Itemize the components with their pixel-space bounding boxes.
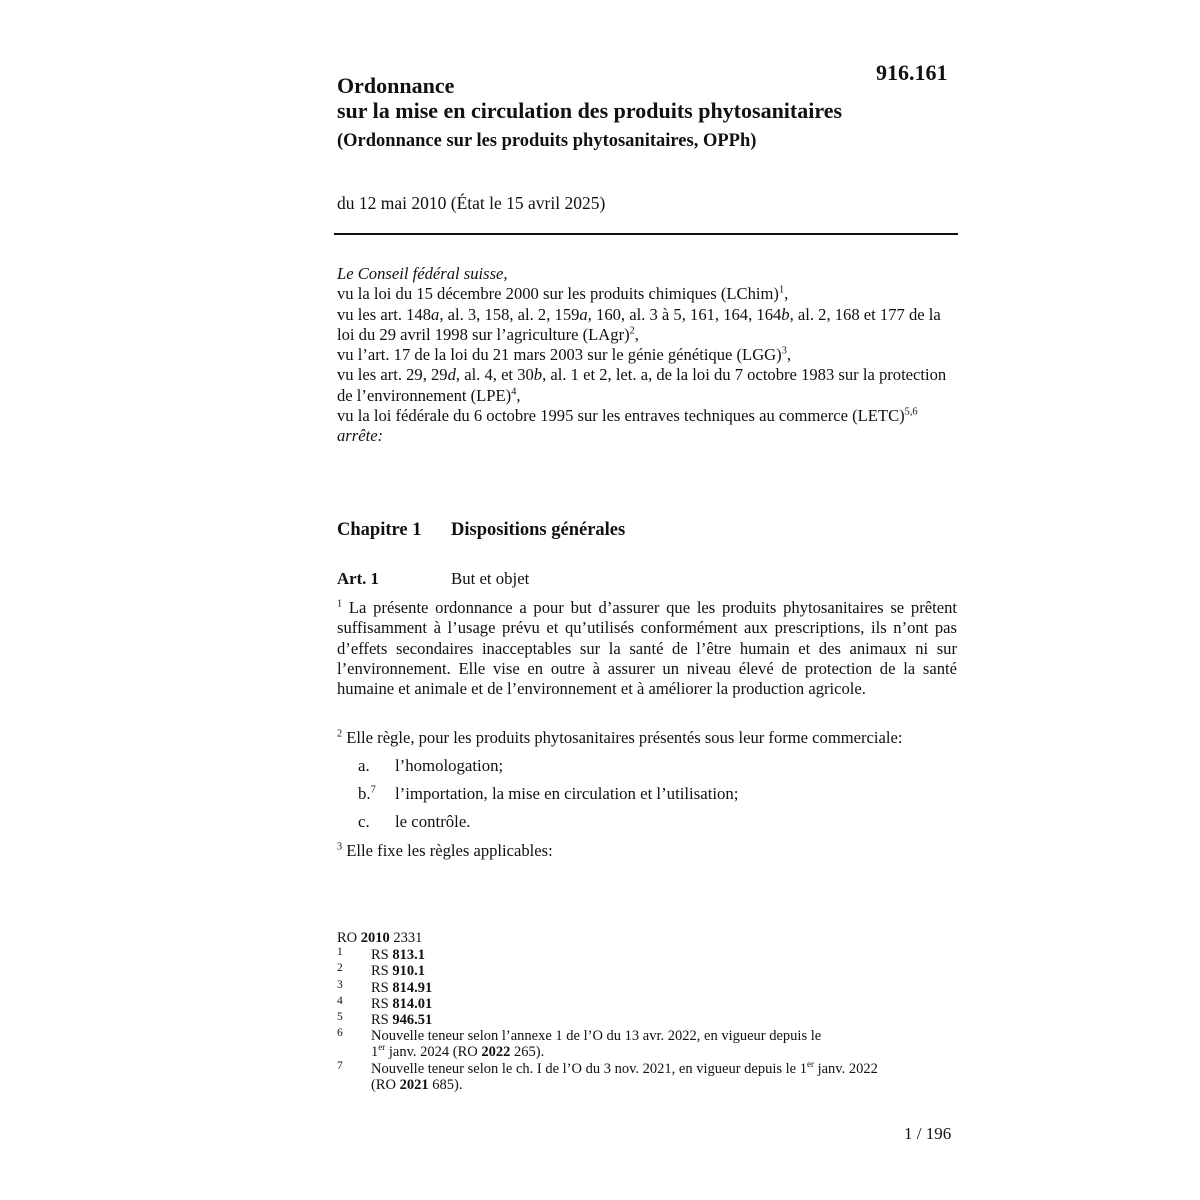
- list-item: a. l’homologation;: [358, 756, 504, 775]
- paragraph-number: 3: [337, 841, 343, 853]
- footnote-ref-5-6[interactable]: 5,6: [904, 406, 918, 418]
- article-paragraph-1: $^1$ La présente ordonnance a pour but d’assurer que les produits phytosanitaires se prêtent suffisamment à l’usage prévu et qu’utilisés conformément aux prescriptions, ils n’ont pas d’effets secondaires inacceptables sur la santé de l’être humain et des animaux ni sur l’environnement. Elle vise en outre à assurer un niveau élevé de protection de la santé humaine et animale et de l’environnement et à améliorer la production agricole.: [337, 598, 957, 699]
- preamble-line-1: vu la loi du 15 décembre 2000 sur les produits chimiques (LChim)$^1$,: [337, 284, 789, 304]
- article-title: But et objet: [451, 569, 530, 588]
- page-number: 1 / 196: [904, 1124, 952, 1143]
- preamble-authority: Le Conseil fédéral suisse,: [337, 264, 508, 283]
- title-line-2: sur la mise en circulation des produits phytosanitaires: [337, 98, 843, 123]
- sr-number: 916.161: [876, 60, 948, 85]
- document-date: du 12 mai 2010 (État le 15 avril 2025): [337, 193, 606, 213]
- footnote: 5 RS 946.51: [337, 1011, 433, 1029]
- article-paragraph-3: $^3$ Elle fixe les règles applicables:: [337, 841, 553, 860]
- article-heading: [337, 569, 737, 589]
- preamble-line-5: vu la loi fédérale du 6 octobre 1995 sur les entraves techniques au commerce (LETC)$^{5,6}$: [337, 406, 918, 426]
- footnote-ref-7[interactable]: 7: [370, 784, 376, 796]
- footnote: 6 Nouvelle teneur selon l’annexe 1 de l’O du 13 avr. 2022, en vigueur depuis le 1er janv. 2024 (RO 2022 265).: [337, 1027, 822, 1061]
- footnote-ref-3[interactable]: 3: [781, 345, 787, 357]
- chapter-title: Dispositions générales: [451, 520, 626, 540]
- footnote-ref-2[interactable]: 2: [629, 325, 635, 337]
- list-item: c. le contrôle.: [358, 812, 471, 831]
- chapter-number: Chapitre 1: [337, 520, 422, 540]
- footnotes: [337, 930, 977, 1093]
- footnote: 4 RS 814.01: [337, 994, 433, 1012]
- footnote: 1 RS 813.1: [337, 946, 425, 964]
- short-title: (Ordonnance sur les produits phytosanitaires, OPPh): [337, 131, 757, 151]
- footnote-ref-4[interactable]: 4: [511, 386, 517, 398]
- ro-reference: RO 2010 2331: [337, 930, 423, 946]
- footnote: 2 RS 910.1: [337, 962, 425, 980]
- preamble-line-3: vu l’art. 17 de la loi du 21 mars 2003 sur le génie génétique (LGG)$^3$,: [337, 345, 791, 365]
- footnote-ref-1[interactable]: 1: [778, 284, 785, 296]
- preamble-line-4: vu les art. 29, 29d, al. 4, et 30b, al. 1 et 2, let. a, de la loi du 7 octobre 1983 sur la protection de l’environnement (LPE)$^4$,: [337, 365, 947, 405]
- footnote: 7 Nouvelle teneur selon le ch. I de l’O du 3 nov. 2021, en vigueur depuis le 1er janv. 2022 (RO 2021 685).: [337, 1058, 878, 1093]
- header-divider: [334, 233, 958, 235]
- paragraph-number: 2: [337, 728, 343, 740]
- paragraph-number: 1: [337, 598, 343, 610]
- title-line-1: Ordonnance: [337, 73, 455, 98]
- list-item: b.$^7$ l’importation, la mise en circulation et l’utilisation;: [358, 784, 739, 803]
- footnote: 3 RS 814.91: [337, 978, 433, 996]
- article-paragraph-2: $^2$ Elle règle, pour les produits phytosanitaires présentés sous leur forme commerciale:: [337, 728, 903, 747]
- preamble-decision: arrête:: [337, 426, 384, 446]
- preamble-line-2: vu les art. 148a, al. 3, 158, al. 2, 159a, 160, al. 3 à 5, 161, 164, 164b, al. 2, 168 et 177 de la loi du 29 avril 1998 sur l’agriculture (LAgr)$^2$,: [337, 304, 941, 344]
- article-number: Art. 1: [337, 569, 379, 588]
- preamble: [337, 264, 957, 447]
- chapter-heading: [337, 520, 626, 541]
